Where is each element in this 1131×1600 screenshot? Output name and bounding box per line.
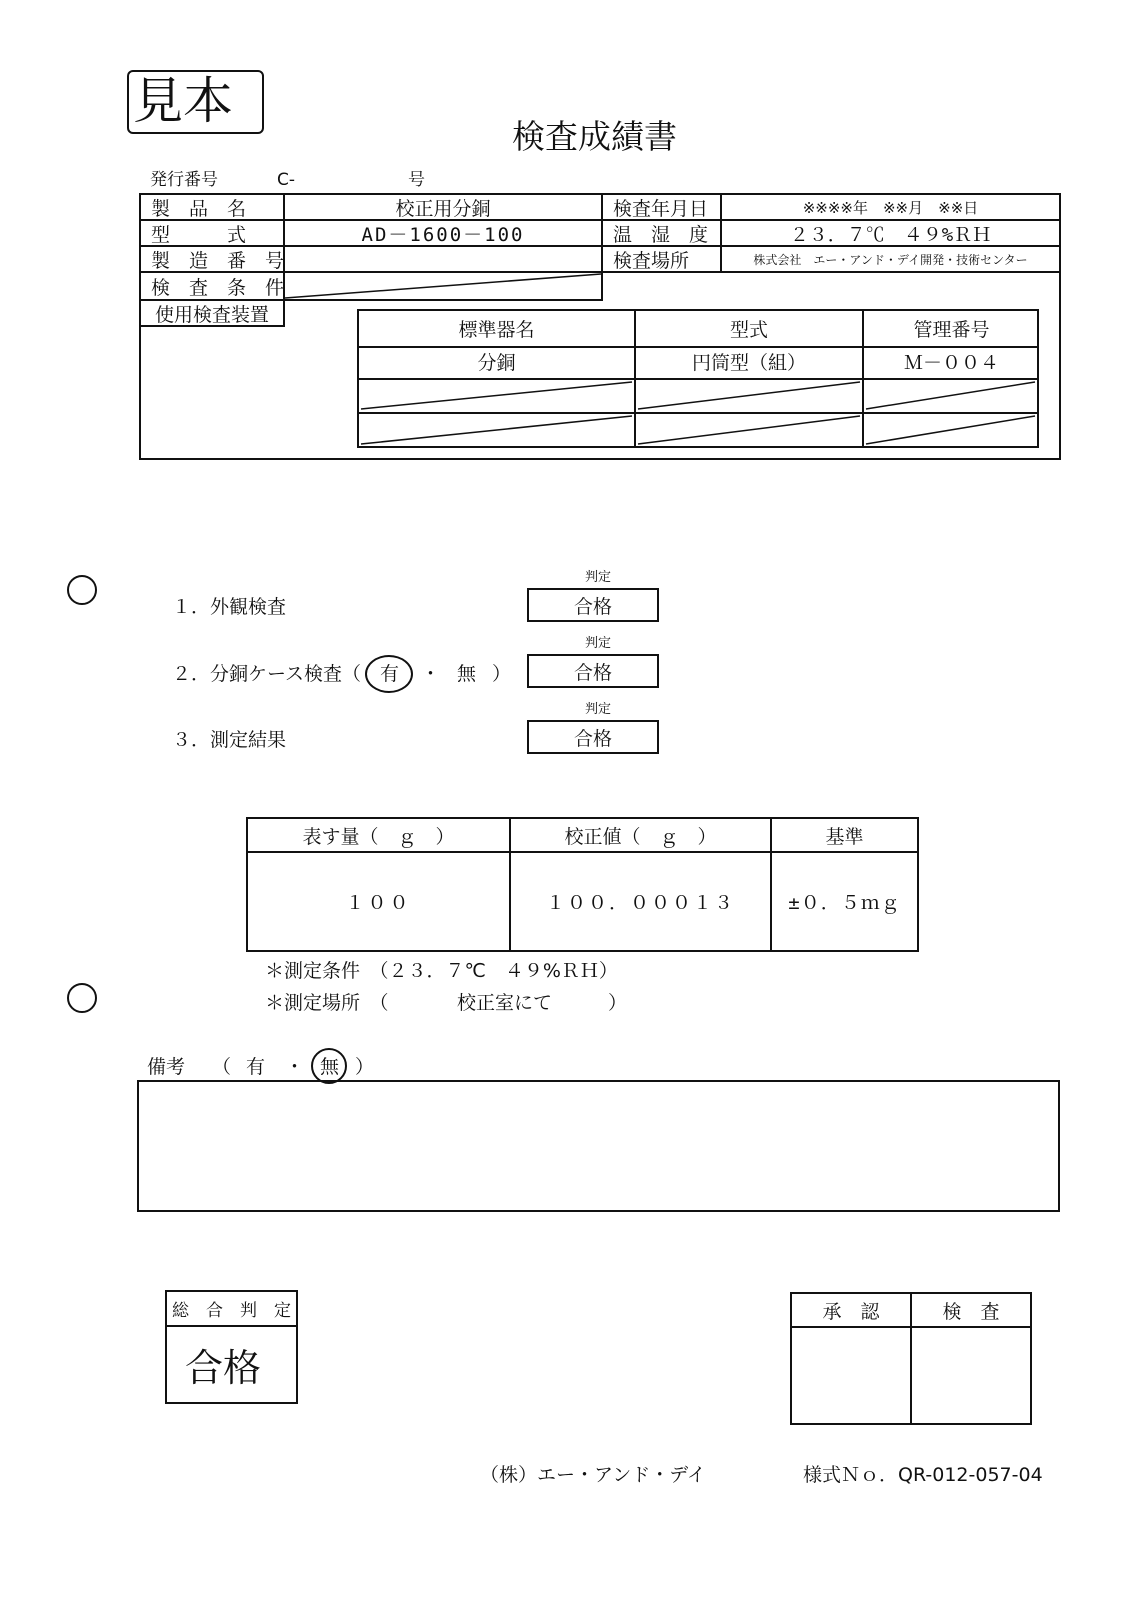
place-label: 検査場所	[613, 249, 690, 272]
conditions-label: 検 査 条 件	[151, 276, 285, 299]
temp-humidity-value: ２３．７℃ ４９%ＲＨ	[789, 223, 992, 246]
overall-judgment-result: 合格	[185, 1346, 262, 1390]
equipment-cell: 分銅	[477, 351, 516, 374]
check-label: １．外観検査	[172, 596, 287, 618]
overall-judgment-label: 総 合 判 定	[172, 1301, 291, 1321]
remarks-box	[137, 1080, 1060, 1212]
sample-stamp-text: 見本	[133, 72, 233, 130]
check-label: ３．測定結果	[172, 729, 287, 751]
inspection-date-label: 検査年月日	[613, 197, 709, 220]
measure-place-close: ）	[608, 992, 628, 1014]
remarks-separator: ・	[285, 1056, 305, 1078]
company-name: （株）エー・アンド・デイ	[480, 1464, 706, 1486]
check-label: ２．分銅ケース検査（	[172, 663, 362, 685]
equipment-header: 管理番号	[913, 319, 990, 341]
equipment-empty-row-strikes	[357, 378, 1039, 448]
measurement-cell: ±０．５ｍｇ	[788, 892, 901, 914]
serial-value	[285, 247, 601, 271]
measure-condition-note: ＊測定条件 （２３．７℃ ４９%ＲＨ）	[265, 960, 618, 982]
measure-place-label: ＊測定場所 （	[265, 992, 389, 1014]
case-has-option: 有	[380, 663, 400, 685]
binder-hole	[67, 983, 97, 1013]
equipment-header: 型式	[729, 319, 768, 341]
check-result: 合格	[527, 720, 659, 754]
issue-number-prefix: C-	[277, 170, 296, 190]
equipment-label: 使用検査装置	[154, 303, 269, 326]
approve-label: 承 認	[822, 1300, 880, 1323]
remarks-open-paren: （	[212, 1056, 232, 1078]
remarks-label: 備考	[147, 1056, 186, 1078]
judgment-caption: 判定	[585, 636, 612, 651]
check-result: 合格	[527, 654, 659, 688]
form-number: 様式Ｎｏ．QR-012-057-04	[803, 1464, 1043, 1486]
measurement-cell: １００．０００１３	[545, 892, 735, 914]
binder-hole	[67, 575, 97, 605]
product-name-value: 校正用分銅	[395, 197, 491, 220]
inspection-date-value: ※※※※年 ※※月 ※※日	[802, 198, 979, 217]
judgment-caption: 判定	[585, 702, 612, 717]
issue-number-suffix: 号	[408, 170, 425, 190]
inspect-label: 検 査	[942, 1300, 1000, 1323]
model-label: 型 式	[151, 223, 247, 246]
case-separator: ・	[421, 663, 441, 685]
sample-stamp	[127, 70, 264, 134]
case-close-paren: ）	[492, 663, 512, 685]
judgment-caption: 判定	[585, 570, 612, 585]
equipment-cell: 円筒型（組）	[691, 351, 806, 374]
measurement-header: 校正値（ ｇ ）	[564, 825, 717, 848]
issue-number-label: 発行番号	[150, 170, 218, 190]
remarks-close-paren: ）	[355, 1056, 375, 1078]
measure-place-value: 校正室にて	[457, 992, 553, 1014]
product-name-label: 製 品 名	[151, 197, 247, 220]
serial-label: 製 造 番 号	[151, 249, 285, 272]
model-value: AD－1600－100	[361, 223, 525, 246]
conditions-strike	[283, 271, 603, 301]
remarks-has-option: 有	[246, 1056, 266, 1078]
equipment-header: 標準器名	[458, 319, 535, 341]
temp-humidity-label: 温 湿 度	[613, 223, 709, 246]
measurement-header: 表す量（ ｇ ）	[302, 825, 455, 848]
measurement-header: 基準	[825, 825, 864, 848]
case-none-option: 無	[457, 663, 477, 685]
remarks-none-option: 無	[320, 1056, 340, 1078]
page-title: 検査成績書	[512, 117, 677, 156]
measurement-cell: １００	[345, 892, 412, 914]
equipment-cell: Ｍ－００４	[903, 351, 999, 374]
check-result: 合格	[527, 588, 659, 622]
place-value: 株式会社 エー・アンド・デイ開発・技術センター	[753, 252, 1028, 267]
